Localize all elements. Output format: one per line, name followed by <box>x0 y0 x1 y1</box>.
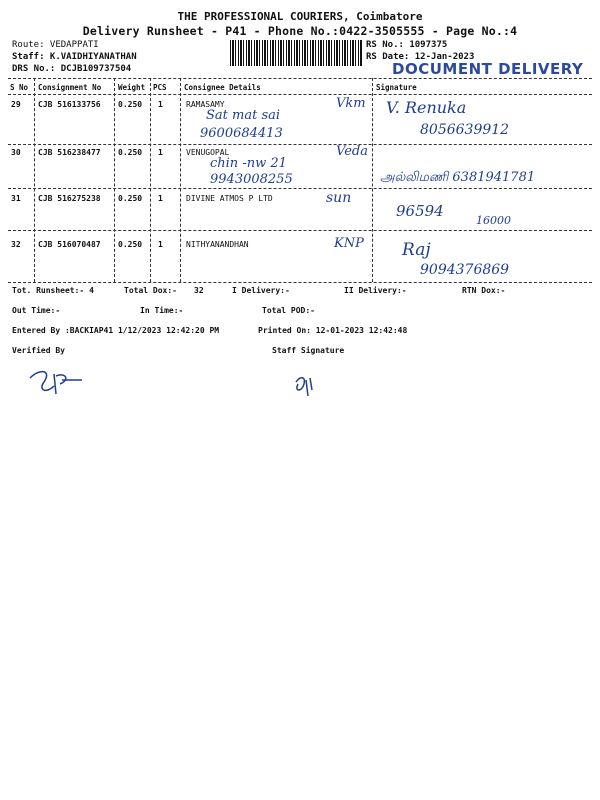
row-pcs: 1 <box>158 240 163 249</box>
verified-by-label: Verified By <box>12 346 65 355</box>
verified-signature-scribble <box>26 364 86 400</box>
company-title: THE PROFESSIONAL COURIERS, Coimbatore <box>177 10 423 23</box>
row-pcs: 1 <box>158 194 163 203</box>
i-delivery: I Delivery:- <box>232 286 290 295</box>
document-delivery-stamp: DOCUMENT DELIVERY <box>392 60 584 78</box>
table-top-rule <box>8 78 592 79</box>
row-sno: 30 <box>11 148 21 157</box>
route-label: Route: VEDAPPATI <box>12 40 99 50</box>
column-divider <box>34 78 35 282</box>
ii-delivery: II Delivery:- <box>344 286 407 295</box>
table-header-rule <box>8 94 592 95</box>
handwritten-phone: 9943008255 <box>210 172 293 187</box>
column-divider <box>114 78 115 282</box>
in-time: In Time:- <box>140 306 184 315</box>
handwritten-area: sun <box>326 190 352 206</box>
staff-signature-label: Staff Signature <box>272 346 345 355</box>
row-pcs: 1 <box>158 148 163 157</box>
row-consignment: CJB 516275238 <box>38 194 101 203</box>
handwritten-area: Veda <box>336 144 368 159</box>
barcode <box>230 40 362 66</box>
handwritten-signature: V. Renuka <box>386 98 467 117</box>
entered-by: Entered By :BACKIAP41 1/12/2023 12:42:20 PM <box>12 326 220 335</box>
column-divider <box>372 78 373 282</box>
row-sno: 29 <box>11 100 21 109</box>
row-consignee-name: VENUGOPAL <box>186 148 230 157</box>
row-consignment: CJB 516238477 <box>38 148 101 157</box>
handwritten-address: Sat mat sai <box>206 108 281 123</box>
staff-label: Staff: K.VAIDHIYANATHAN <box>12 52 137 62</box>
drs-number: DRS No.: DCJB109737504 <box>12 64 132 74</box>
runsheet-title: Delivery Runsheet - P41 - Phone No.:0422-3505555 - Page No.:4 <box>82 24 518 38</box>
col-header-pcs: PCS <box>153 83 167 92</box>
column-divider <box>150 78 151 282</box>
col-header-signature: Signature <box>376 83 417 92</box>
row-consignee-name: DIVINE ATMOS P LTD <box>186 194 273 203</box>
col-header-consignee: Consignee Details <box>184 83 261 92</box>
col-header-consignment: Consignment No <box>38 83 102 92</box>
row-pcs: 1 <box>158 100 163 109</box>
row-rule <box>8 188 592 189</box>
total-dox-label: Total Dox:- <box>124 286 177 295</box>
col-header-sno: S No <box>10 83 29 92</box>
total-runsheet: Tot. Runsheet:- 4 <box>12 286 94 295</box>
row-consignee-name: RAMASAMY <box>186 100 225 109</box>
handwritten-signature: அல்லிமணி 6381941781 <box>380 170 536 185</box>
handwritten-signature-note: 16000 <box>476 214 511 227</box>
handwritten-signature: Raj <box>402 240 431 260</box>
out-time: Out Time:- <box>12 306 61 315</box>
row-rule <box>8 230 592 231</box>
handwritten-area: KNP <box>334 236 364 251</box>
row-weight: 0.250 <box>118 148 143 157</box>
row-sno: 32 <box>11 240 21 249</box>
rs-date: RS Date: 12-Jan-2023 <box>366 52 475 62</box>
row-consignee-name: NITHYANANDHAN <box>186 240 249 249</box>
handwritten-signature-phone: 8056639912 <box>420 122 510 138</box>
total-pod: Total POD:- <box>262 306 315 315</box>
handwritten-area: Vkm <box>336 96 366 111</box>
column-divider <box>180 78 181 282</box>
staff-signature-scribble <box>290 372 320 402</box>
rtn-dox: RTN Dox:- <box>462 286 506 295</box>
row-consignment: CJB 516070487 <box>38 240 101 249</box>
row-rule <box>8 144 592 145</box>
row-consignment: CJB 516133756 <box>38 100 101 109</box>
handwritten-signature-phone: 9094376869 <box>420 262 510 278</box>
row-weight: 0.250 <box>118 240 143 249</box>
handwritten-address: chin -nw 21 <box>210 156 287 171</box>
row-sno: 31 <box>11 194 21 203</box>
rs-number: RS No.: 1097375 <box>366 40 448 50</box>
table-bottom-rule <box>8 282 592 283</box>
printed-on: Printed On: 12-01-2023 12:42:48 <box>258 326 408 335</box>
col-header-weight: Weight <box>118 83 146 92</box>
total-dox-value: 32 <box>194 286 204 295</box>
handwritten-phone: 9600684413 <box>200 126 283 141</box>
row-weight: 0.250 <box>118 100 143 109</box>
row-weight: 0.250 <box>118 194 143 203</box>
handwritten-signature: 96594 <box>396 202 444 220</box>
